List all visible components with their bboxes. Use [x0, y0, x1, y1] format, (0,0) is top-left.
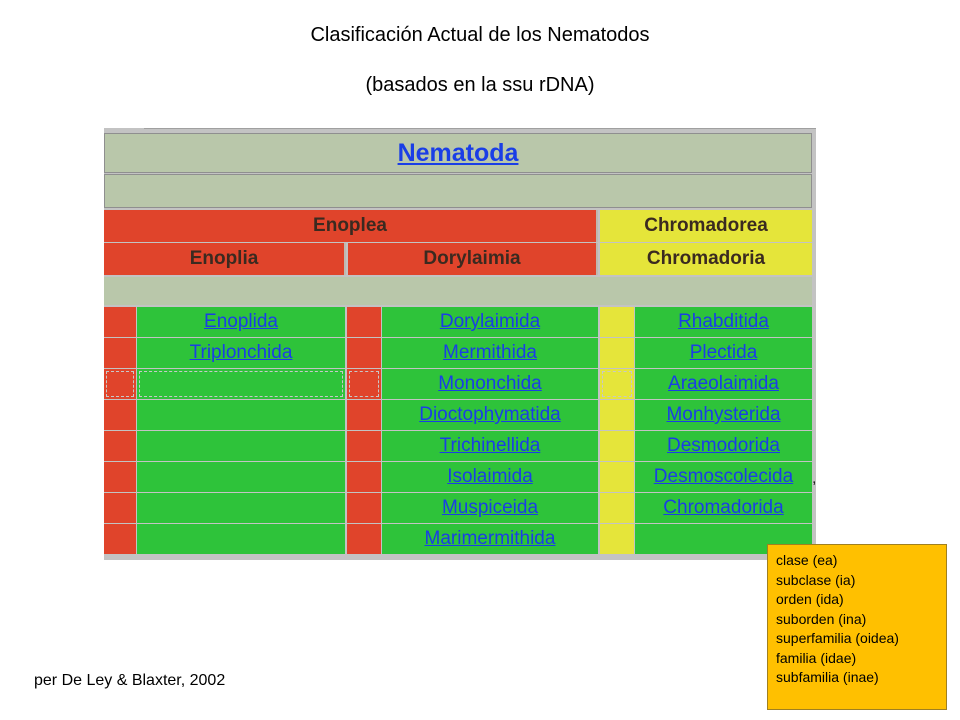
order-stub-cell	[104, 462, 136, 492]
order-link[interactable]: Mononchida	[438, 373, 542, 394]
order-cell	[137, 338, 345, 368]
order-stub-cell	[347, 493, 381, 523]
subclass-dorylaimia-cell	[348, 243, 598, 275]
order-cell	[137, 431, 345, 461]
order-cell	[382, 338, 598, 368]
legend-item-orden: orden (ida)	[776, 591, 844, 607]
citation: per De Ley & Blaxter, 2002	[34, 672, 226, 689]
order-cell	[635, 493, 812, 523]
legend-item-subclase: subclase (ia)	[776, 571, 856, 588]
order-link[interactable]: Muspiceida	[441, 497, 539, 518]
order-cell	[635, 307, 812, 337]
order-link[interactable]: Desmodorida	[667, 435, 780, 456]
order-link[interactable]: Mermithida	[443, 342, 537, 363]
empty-grey-row	[104, 174, 812, 208]
order-cell	[137, 462, 345, 492]
order-stub-cell	[104, 307, 136, 337]
order-stub-cell	[104, 338, 136, 368]
subclass-chromadoria-label: Chromadoria	[646, 248, 766, 269]
order-link[interactable]: Dorylaimida	[439, 311, 541, 332]
order-stub-cell	[104, 431, 136, 461]
order-cell	[137, 369, 345, 399]
title-line-2: (basados en la ssu rDNA)	[365, 74, 595, 96]
legend-item-superfamilia: superfamilia (oidea)	[776, 630, 899, 646]
class-enoplea-label: Enoplea	[313, 215, 387, 236]
order-cell	[382, 307, 598, 337]
order-stub-cell	[104, 524, 136, 554]
order-stub-cell	[347, 431, 381, 461]
order-link[interactable]: Triplonchida	[189, 342, 293, 363]
class-chromadorea-cell	[600, 210, 812, 242]
order-stub-cell	[347, 462, 381, 492]
order-stub-cell	[600, 400, 634, 430]
order-cell	[382, 462, 598, 492]
order-link[interactable]: Chromadorida	[663, 497, 784, 518]
order-cell	[137, 400, 345, 430]
order-cell	[635, 369, 812, 399]
stray-comma: ,	[812, 470, 817, 487]
legend-item-suborden: suborden (ina)	[776, 610, 867, 627]
order-cell	[137, 307, 345, 337]
order-link[interactable]: Araeolaimida	[668, 373, 779, 394]
rank-legend	[767, 544, 947, 710]
order-cell	[382, 493, 598, 523]
order-stub-cell	[347, 338, 381, 368]
order-link[interactable]: Trichinellida	[439, 435, 541, 456]
order-stub-cell	[600, 493, 634, 523]
legend-item-clase: clase (ea)	[776, 552, 838, 568]
empty-grey-row-2	[104, 277, 812, 305]
order-cell	[382, 524, 598, 554]
order-cell	[137, 524, 345, 554]
order-link[interactable]: Enoplida	[204, 311, 278, 332]
order-stub-cell	[104, 400, 136, 430]
order-stub-cell	[104, 493, 136, 523]
order-link[interactable]: Desmoscolecida	[653, 466, 794, 487]
subclass-enoplia-label: Enoplia	[189, 248, 259, 269]
order-stub-cell	[600, 462, 634, 492]
order-link[interactable]: Plectida	[689, 342, 758, 363]
order-stub-cell	[600, 431, 634, 461]
order-stub-cell	[600, 338, 634, 368]
order-cell	[635, 338, 812, 368]
subclass-enoplia-cell	[104, 243, 346, 275]
class-enoplea-cell	[104, 210, 598, 242]
order-cell	[382, 369, 598, 399]
order-stub-cell	[104, 369, 136, 399]
order-stub-cell	[600, 524, 634, 554]
order-stub-cell	[347, 400, 381, 430]
order-cell	[382, 431, 598, 461]
subclass-dorylaimia-label: Dorylaimia	[423, 248, 521, 269]
order-link[interactable]: Dioctophymatida	[419, 404, 561, 425]
classification-table	[104, 128, 816, 560]
legend-item-subfamilia: subfamilia (inae)	[776, 669, 879, 685]
order-cell	[635, 431, 812, 461]
title-line-1: Clasificación Actual de los Nematodos	[310, 24, 650, 46]
phylum-link[interactable]: Nematoda	[397, 138, 519, 167]
order-cell	[137, 493, 345, 523]
order-cell	[382, 400, 598, 430]
order-link[interactable]: Monhysterida	[666, 404, 781, 425]
subclass-chromadoria-cell	[600, 243, 812, 275]
phylum-cell	[104, 133, 812, 173]
table-top-line	[144, 128, 816, 129]
order-cell	[635, 462, 812, 492]
order-link[interactable]: Marimermithida	[424, 528, 556, 549]
order-link[interactable]: Rhabditida	[678, 311, 769, 332]
class-chromadorea-label: Chromadorea	[644, 215, 768, 236]
order-cell	[635, 400, 812, 430]
order-stub-cell	[600, 369, 634, 399]
order-stub-cell	[347, 369, 381, 399]
order-stub-cell	[600, 307, 634, 337]
order-stub-cell	[347, 524, 381, 554]
legend-item-familia: familia (idae)	[776, 649, 857, 666]
order-link[interactable]: Isolaimida	[447, 466, 533, 487]
order-stub-cell	[347, 307, 381, 337]
